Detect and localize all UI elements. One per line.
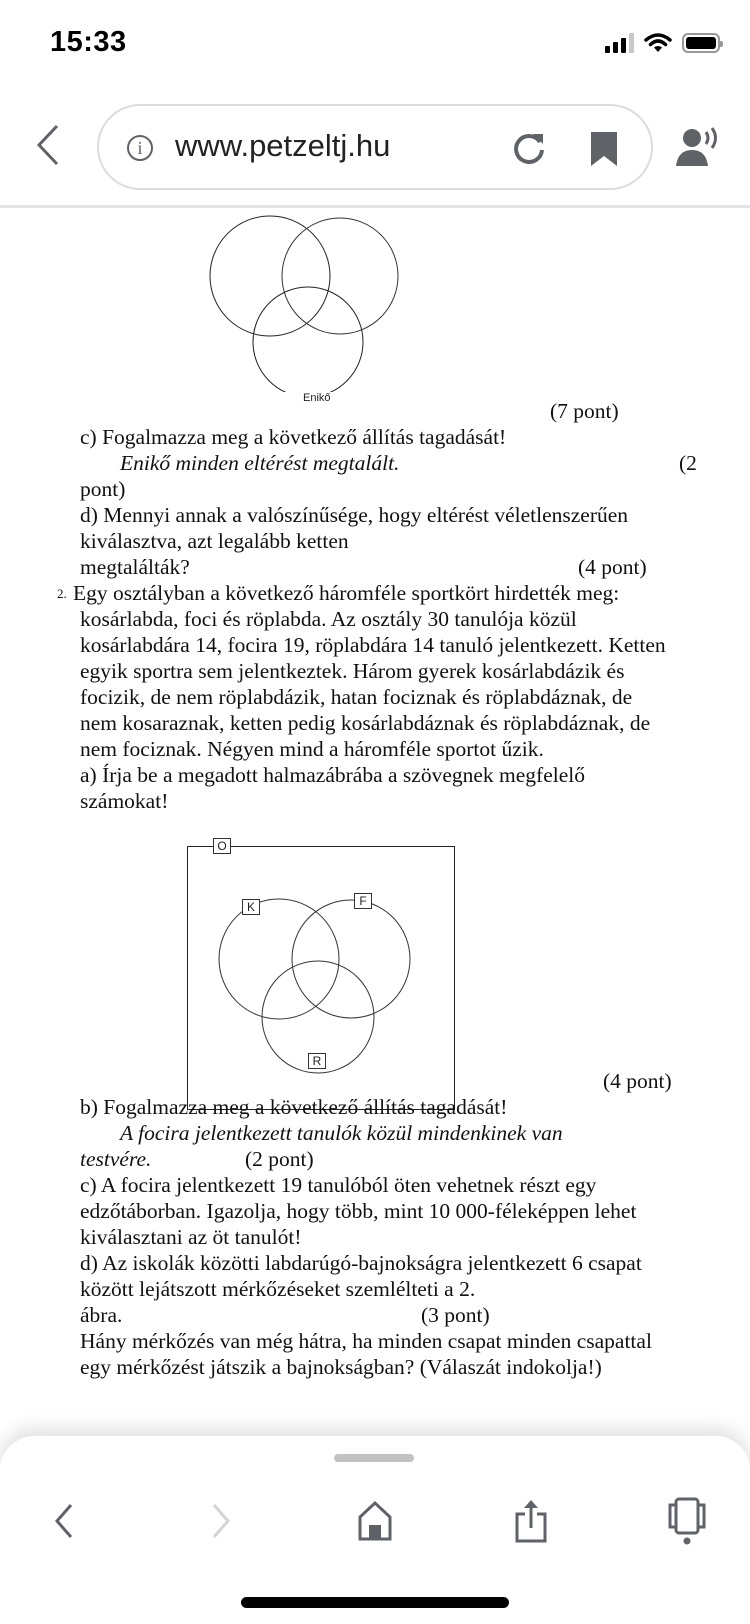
share-icon [514, 1498, 548, 1544]
nav-tabs-button[interactable] [659, 1491, 715, 1551]
task2-number: 2. [57, 586, 67, 601]
task1-c-prompt: c) Fogalmazza meg a következő állítás tagadását! [80, 425, 507, 449]
task2-a-points: (4 pont) [603, 1069, 672, 1093]
home-icon [358, 1501, 392, 1541]
task2-line-6: nem fociznak. Négyen mind a háromféle sportot űzik. [80, 737, 544, 761]
address-bar[interactable] [97, 104, 653, 190]
task2-line-2: kosárlabdára 14, focira 19, röplabdára 14 tanuló jelentkezett. Ketten [80, 633, 666, 657]
task2-c-line-0: c) A focira jelentkezett 19 tanulóból öten vehetnek részt egy [80, 1173, 597, 1197]
url-text[interactable]: www.petzeltj.hu [175, 128, 391, 163]
task2-line-1: kosárlabda, foci és röplabda. Az osztály 30 tanulója közül [80, 607, 577, 631]
task1-c-points-1: (2 [679, 451, 697, 475]
venn-label-k: K [242, 899, 260, 915]
bookmark-icon[interactable] [589, 130, 619, 168]
task2-b-points: (2 pont) [245, 1147, 314, 1171]
task2-d-line-1: között lejátszott mérkőzéseket szemlélteti a 2. [80, 1277, 476, 1301]
task2-line-3: egyik sportra sem jelentkeztek. Három gyerek kosárlabdázik és [80, 659, 625, 683]
venn-label-eniko: Enikő [303, 392, 331, 404]
task1-d-points: (4 pont) [578, 555, 647, 579]
nav-back-button[interactable] [36, 1491, 92, 1551]
status-time: 15:33 [50, 26, 127, 58]
task2-c-line-1: edzőtáborban. Igazolja, hogy több, mint 10 000-féleképpen lehet [80, 1199, 637, 1223]
nav-share-button[interactable] [503, 1491, 559, 1551]
task2-a-line2: számokat! [80, 789, 169, 813]
venn-circles-1 [200, 192, 410, 392]
task1-d-line3: megtalálták? [80, 555, 190, 579]
task2-a-line1: a) Írja be a megadott halmazábrába a szövegnek megfelelő [80, 763, 585, 787]
task2-b-statement-1: A focira jelentkezett tanulók közül mindenkinek van [120, 1121, 563, 1145]
nav-home-button[interactable] [347, 1491, 403, 1551]
task2-line-4: focizik, de nem röplabdázik, hatan fociznak és röplabdáznak, de [80, 685, 633, 709]
venn1-points: (7 pont) [550, 399, 619, 423]
task2-line-0: Egy osztályban a következő háromféle sportkört hirdették meg: [73, 581, 620, 605]
chevron-right-icon [210, 1503, 232, 1539]
task2-b-statement-2: testvére. [80, 1147, 152, 1171]
tabs-icon [667, 1497, 707, 1545]
task2-c-line-2: kiválasztani az öt tanulót! [80, 1225, 302, 1249]
task2-line-5: nem kosaraznak, ketten pedig kosárlabdáznak és röplabdáznak, de [80, 711, 651, 735]
venn-label-r: R [308, 1053, 326, 1069]
task1-d-line1: d) Mennyi annak a valószínűsége, hogy eltérést véletlenszerűen [80, 503, 629, 527]
task2-d-line-0: d) Az iskolák közötti labdarúgó-bajnokságra jelentkezett 6 csapat [80, 1251, 642, 1275]
task2-d-question-1: egy mérkőzést játszik a bajnokságban? (Válaszát indokolja!) [80, 1355, 602, 1379]
task2-b-prompt: b) Fogalmazza meg a következő állítás tagadását! [80, 1095, 508, 1119]
chevron-left-icon [53, 1503, 75, 1539]
task2-d-line-2: ábra. [80, 1303, 123, 1327]
venn-label-f: F [354, 893, 372, 909]
task1-c-statement: Enikő minden eltérést megtalált. [120, 451, 400, 475]
venn-diagram-2 [187, 839, 455, 1110]
venn-diagram-1 [200, 192, 410, 392]
browser-back-button[interactable] [28, 120, 68, 170]
nav-forward-button[interactable] [193, 1491, 249, 1551]
info-icon[interactable]: i [127, 135, 153, 161]
wifi-icon [644, 32, 672, 54]
reload-icon[interactable] [511, 130, 547, 166]
venn-circles-2 [188, 847, 456, 1111]
task2-d-points: (3 pont) [421, 1303, 490, 1327]
status-icons [605, 32, 720, 54]
bottom-toolbar [0, 1436, 750, 1624]
status-bar [0, 0, 750, 90]
task1-c-points-2: pont) [80, 477, 126, 501]
drag-handle[interactable] [334, 1454, 414, 1462]
browser-toolbar [0, 90, 750, 208]
chevron-left-icon [35, 124, 61, 166]
cellular-signal-icon [605, 33, 634, 53]
battery-icon [682, 33, 720, 53]
venn-label-universe: O [213, 838, 231, 854]
home-indicator[interactable] [241, 1597, 509, 1608]
read-aloud-icon[interactable] [676, 126, 726, 168]
task2-d-question-0: Hány mérkőzés van még hátra, ha minden csapat minden csapattal [80, 1329, 652, 1353]
task1-d-line2: kiválasztva, azt legalább ketten [80, 529, 349, 553]
